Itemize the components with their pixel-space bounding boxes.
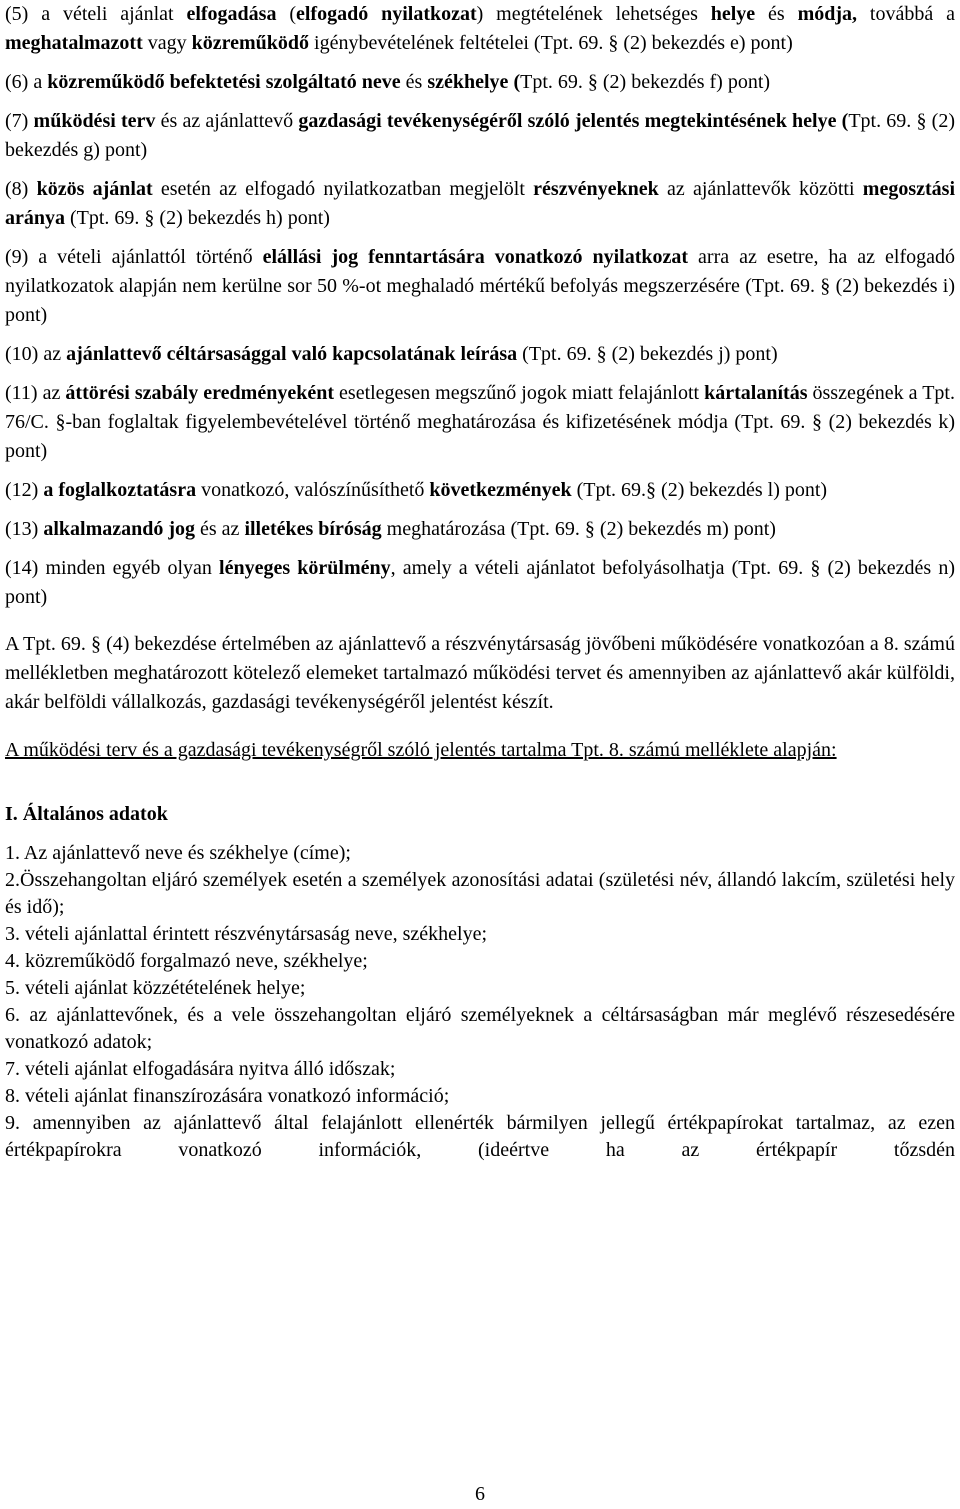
paragraph-9 [5,243,955,330]
bold-text: ajánlattevő céltársasággal való kapcsolatának leírása [66,343,518,365]
text: ) megtételének lehetséges [476,3,711,25]
intro-paragraph: A Tpt. 69. § (4) bekezdése értelmében az ajánlattevő a részvénytársaság jövőbeni működésére vonatkozóan a 8. számú mellékletben meghatározott kötelező elemeket tartalmazó működési tervet és amennyiben az ajánlattevő akár külföldi, akár belföldi vállalkozás, gazdasági tevékenységéről jelentést készít. [5,633,955,713]
bold-text: áttörési szabály eredményeként [65,382,334,404]
underlined-heading: A működési terv és a gazdasági tevékenységről szóló jelentés tartalma Tpt. 8. számú melléklete alapján: [5,739,837,761]
text: (Tpt. 69.§ (2) bekezdés l) pont) [571,479,828,501]
paragraph-7 [5,107,955,165]
bold-text: a foglalkoztatásra [43,479,197,501]
bold-text: kártalanítás [704,382,808,404]
text: ( [276,3,296,25]
list-item: 4. közreműködő forgalmazó neve, székhelye; [5,950,368,972]
bold-text: lényeges körülmény [219,557,391,579]
list-item: 9. amennyiben az ajánlattevő által felajánlott ellenérték bármilyen jellegű értékpapírokat tartalmaz, az ezen értékpapírokra vonatkozó információk, (ideértve ha az értékpapír tőzsdén [5,1112,955,1161]
list-item: 6. az ajánlattevőnek, és a vele összehangoltan eljáró személyeknek a céltársaságban már meglévő részesedésére vonatkozó adatok; [5,1004,955,1053]
bold-text: elállási jog fenntartására vonatkozó nyilatkozat [262,246,689,268]
paragraph-13 [5,515,955,544]
bold-text: befektetési szolgáltató neve [169,71,401,93]
text: és [755,3,798,25]
bold-text: székhelye ( [427,71,521,93]
paragraph-11 [5,379,955,466]
bold-text: illetékes bíróság [244,518,382,540]
text: (6) a [5,71,48,93]
paragraph-12 [5,476,955,505]
section-title: I. Általános adatok [5,803,168,825]
text: és [400,71,428,93]
text: Tpt. 69. § (2) bekezdés f) pont) [520,71,771,93]
paragraph-8 [5,175,955,233]
bold-text: közös ajánlat [36,178,153,200]
page-number: 6 [475,1483,485,1505]
bold-text: közreműködő [47,71,165,93]
text: (12) [5,479,44,501]
bold-text: elfogadása [186,3,277,25]
text: (Tpt. 69. § (2) bekezdés h) pont) [65,207,330,229]
list-item: 3. vételi ajánlattal érintett részvénytársaság neve, székhelye; [5,923,488,945]
text: (11) az [5,382,66,404]
text: (10) az [5,343,67,365]
text: igénybevételének feltételei (Tpt. 69. § (2) bekezdés e) pont) [309,32,793,54]
text: az ajánlattevők közötti [658,178,863,200]
list-item: 5. vételi ajánlat közzétételének helye; [5,977,306,999]
list-item: 1. Az ajánlattevő neve és székhelye (címe); [5,842,351,864]
text: meghatározása (Tpt. 69. § (2) bekezdés m) pont) [381,518,776,540]
text: esetlegesen megszűnő jogok miatt felajánlott [333,382,705,404]
paragraph-10 [5,340,955,369]
section-list [5,840,955,1164]
text: esetén az elfogadó nyilatkozatban megjelölt [152,178,534,200]
list-item: 7. vételi ajánlat elfogadására nyitva álló időszak; [5,1058,396,1080]
text: továbbá a [857,3,955,25]
text: és az [195,518,245,540]
text: (8) [5,178,37,200]
bold-text: közreműködő [191,32,310,54]
paragraph-6 [5,68,955,97]
text: (5) a vételi ajánlat [5,3,187,25]
text: (13) [5,518,44,540]
bold-text: részvényeknek [533,178,659,200]
text: (7) [5,110,34,132]
text: arra az esetre, ha az elfogadó nyilatkozatok alapján nem kerülne sor 50 %-ot meghaladó mértékű befolyás megszerzésére (Tpt. 69. § (2) bekezdés i) pont) [5,246,955,326]
document-page [5,0,955,1164]
text: (Tpt. 69. § (2) bekezdés j) pont) [517,343,778,365]
text: vonatkozó, valószínűsíthető [196,479,430,501]
text: Tpt. 69. § (2) bekezdés g) pont) [5,110,956,161]
bold-text: meghatalmazott [5,32,143,54]
bold-text: következmények [429,479,572,501]
bold-text: elfogadó nyilatkozat [295,3,477,25]
list-item: 8. vételi ajánlat finanszírozására vonatkozó információ; [5,1085,450,1107]
bold-text: alkalmazandó jog [43,518,196,540]
bold-text: gazdasági tevékenységéről szóló jelentés megtekintésének helye ( [298,110,849,132]
bold-text: működési terv [33,110,156,132]
list-item: 2.Összehangoltan eljáró személyek esetén a személyek azonosítási adatai (születési név, állandó lakcím, születési hely és idő); [5,869,955,918]
bold-text: helye [710,3,756,25]
bold-text: megosztási aránya [5,178,955,229]
text: (9) a vételi ajánlattól történő [5,246,263,268]
text: , amely a vételi ajánlatot befolyásolhatja (Tpt. 69. § (2) bekezdés n) pont) [5,557,956,608]
text: (14) minden egyéb olyan [5,557,220,579]
text: összegének a Tpt. 76/C. §-ban foglaltak figyelembevételével történő meghatározása és kifizetésének módja (Tpt. 69. § (2) bekezdés k) pont) [5,382,955,462]
bold-text: módja, [797,3,858,25]
paragraph-14 [5,554,955,612]
paragraph-5 [5,0,955,58]
text: és az ajánlattevő [155,110,299,132]
text: vagy [142,32,192,54]
